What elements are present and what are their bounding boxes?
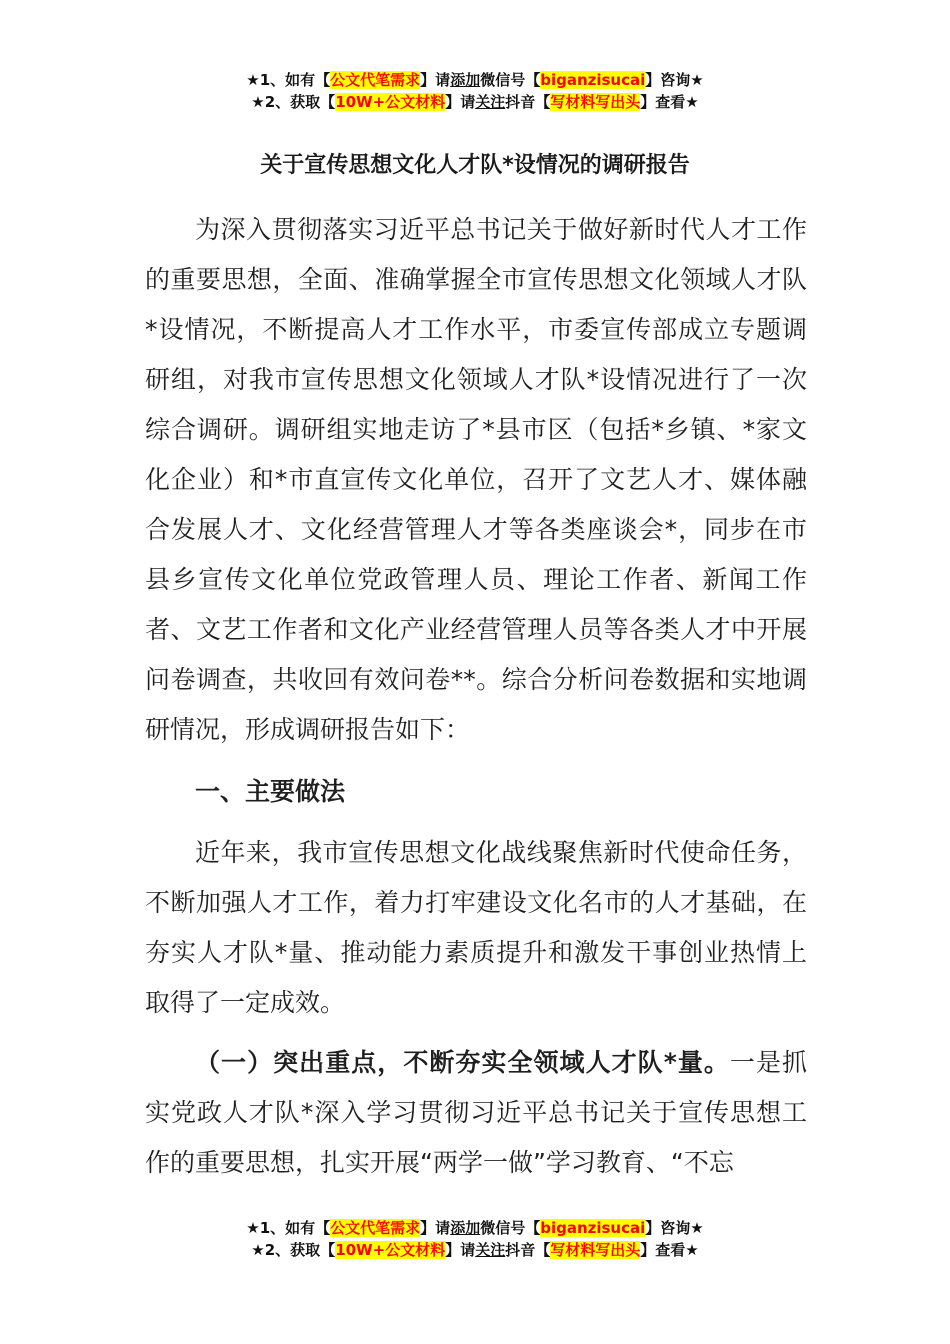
promo-text: ★2、获取【 [251, 93, 336, 111]
promo-text: 】查看★ [640, 93, 699, 111]
promo-text: 】请 [445, 93, 476, 111]
promo-highlight: 公文代笔需求 [330, 1219, 421, 1237]
promo-highlight: 写材料写出头 [550, 93, 641, 111]
section-heading-main-practices: 一、主要做法 [195, 777, 346, 806]
promo-text: 】请 [420, 71, 451, 89]
promo-highlight: biganzisucai [540, 1219, 646, 1237]
footer-promo-banner [0, 1217, 950, 1261]
subsection-heading: （一）突出重点，不断夯实全领域人才队*量。 [195, 1048, 730, 1077]
promo-line-2 [0, 1239, 950, 1261]
promo-emphasis: 关注 [475, 1241, 506, 1259]
promo-text: ★1、如有【 [246, 71, 331, 89]
promo-line-1 [0, 69, 950, 91]
document-title: 关于宣传思想文化人才队*设情况的调研报告 [260, 153, 690, 178]
promo-line-2 [0, 91, 950, 113]
subsection-text: 一是抓实党政人才队*深入学习贯彻习近平总书记关于宣传思想工作的重要思想，扎实开展“两学一做”学习教育、“不忘 [145, 1048, 807, 1177]
promo-text: 】查看★ [640, 1241, 699, 1259]
promo-highlight: 写材料写出头 [550, 1241, 641, 1259]
paragraph-overview: 近年来，我市宣传思想文化战线聚焦新时代使命任务，不断加强人才工作，着力打牢建设文化名市的人才基础，在夯实人才队*量、推动能力素质提升和激发干事创业热情上取得了一定成效。 [145, 838, 807, 1017]
promo-text: 微信号【 [480, 71, 541, 89]
promo-text: 】咨询★ [645, 1219, 704, 1237]
paragraph-intro: 为深入贯彻落实习近平总书记关于做好新时代人才工作的重要思想，全面、准确掌握全市宣传思想文化领域人才队*设情况，不断提高人才工作水平，市委宣传部成立专题调研组，对我市宣传思想文化领域人才队*设情况进行了一次综合调研。调研组实地走访了*县市区（包括*乡镇、*家文化企业）和*市直宣传文化单位，召开了文艺人才、媒体融合发展人才、文化经营管理人才等各类座谈会*，同步在市县乡宣传文化单位党政管理人员、理论工作者、新闻工作者、文艺工作者和文化产业经营管理人员等各类人才中开展问卷调查，共收回有效问卷**。综合分析问卷数据和实地调研情况，形成调研报告如下： [145, 215, 807, 744]
promo-highlight: 公文代笔需求 [330, 71, 421, 89]
promo-text: 】请 [445, 1241, 476, 1259]
promo-highlight: biganzisucai [540, 71, 646, 89]
paragraph-subsection-1 [145, 1038, 807, 1188]
promo-text: 】请 [420, 1219, 451, 1237]
promo-emphasis: 关注 [475, 93, 506, 111]
promo-emphasis: 添加 [450, 71, 481, 89]
promo-text: ★2、获取【 [251, 1241, 336, 1259]
promo-emphasis: 添加 [450, 1219, 481, 1237]
promo-text: 微信号【 [480, 1219, 541, 1237]
promo-text: 】咨询★ [645, 71, 704, 89]
promo-text: 抖音【 [505, 1241, 551, 1259]
promo-highlight: 10W+公文材料 [335, 1241, 446, 1259]
promo-text: 抖音【 [505, 93, 551, 111]
header-promo-banner [0, 69, 950, 113]
promo-highlight: 10W+公文材料 [335, 93, 446, 111]
promo-line-1 [0, 1217, 950, 1239]
promo-text: ★1、如有【 [246, 1219, 331, 1237]
